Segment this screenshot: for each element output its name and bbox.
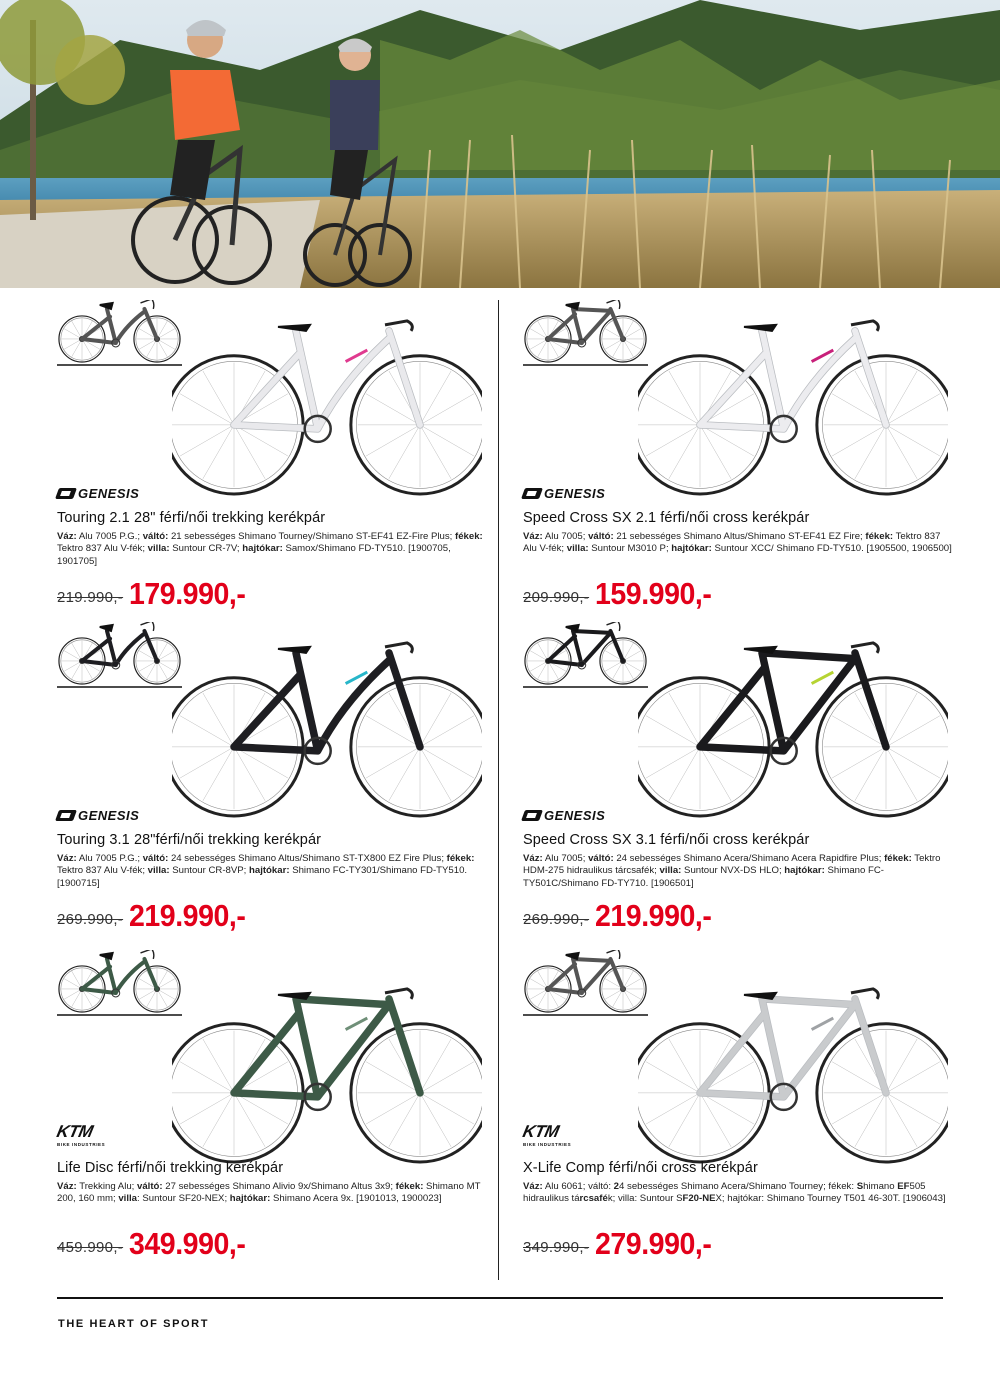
ktm-logo [523,1124,583,1148]
product-specs [523,1181,953,1206]
product-card[interactable] [523,300,973,620]
bike-thumbnail [523,300,648,366]
spec-label: villa: [659,865,682,877]
footer-divider [57,1297,943,1299]
spec-value: X; hajtókar: Shimano Tourney T501 46-30T. [1906043] [715,1193,946,1205]
product-specs [57,1181,487,1206]
spec-label: váltó: [142,531,169,542]
bike-thumbnail [523,950,648,1016]
spec-label: hajtókar: [784,865,825,877]
spec-value: 27 sebességes Shimano Alivio 9x/Shimano Altus 3x9; [162,1181,396,1192]
bike-image [172,626,482,818]
product-title[interactable]: Life Disc férfi/női trekking kerékpár [57,1160,284,1176]
spec-label: fékek: [884,853,912,864]
hero-scene [0,0,1000,288]
product-specs [523,853,953,890]
hero-photo [0,0,1000,288]
genesis-logo [523,486,605,500]
spec-label: villa: [147,543,170,555]
spec-value: himano [863,1181,898,1192]
bike-image [638,304,948,496]
product-title[interactable]: Touring 2.1 28" férfi/női trekking kerékpár [57,510,326,526]
old-price: 219.990,- [57,589,124,606]
spec-value: k; villa: Suntour S [607,1193,683,1205]
spec-value: Tektro 837 Alu V-fék; [57,543,148,555]
genesis-logo [57,486,139,500]
spec-label: fékek: [395,1181,424,1192]
spec-label: váltó: [588,531,614,542]
brand-name: KTM [521,1122,561,1141]
product-card[interactable] [523,622,973,942]
sale-price: 219.990,- [129,898,246,933]
brand-subtitle: BIKE INDUSTRIES [57,1142,106,1147]
spec-label: Váz: [523,531,543,542]
product-title[interactable]: Speed Cross SX 3.1 férfi/női cross kerékpár [523,832,810,848]
old-price: 349.990,- [523,1239,590,1256]
spec-value: Shimano MT 200, 160 mm; [57,1181,481,1205]
spec-value: Alu 7005 P.G.; [76,853,143,864]
spec-label: hajtókar: [249,865,290,877]
bike-thumbnail [57,950,182,1016]
spec-label: fékek: [446,853,475,864]
spec-label: Váz: [57,1181,77,1192]
bike-image [172,304,482,496]
spec-label: villa: [566,543,589,555]
spec-value: Tektro 837 Alu V-fék; [523,531,941,555]
genesis-g-icon [521,810,543,821]
product-title[interactable]: Touring 3.1 28"férfi/női trekking kerékpár [57,832,322,848]
product-title[interactable]: X-Life Comp férfi/női cross kerékpár [523,1160,758,1176]
spec-value: : Suntour SF20-NEX; [137,1193,230,1205]
bike-image [638,972,948,1164]
spec-label: Váz: [523,853,543,864]
spec-value: 24 sebességes Shimano Acera/Shimano Acera Rapidfire Plus; [613,853,885,864]
spec-label: hajtókar: [242,543,283,555]
spec-value: Tektro 837 Alu V-fék; [57,865,148,877]
ktm-logo [57,1124,117,1148]
genesis-g-icon [521,488,543,499]
brand-name: GENESIS [78,485,140,501]
spec-value: Shimano FC-TY501C/Shimano FD-TY710. [1906501] [523,865,884,889]
sale-price: 179.990,- [129,576,246,611]
spec-value: Shimano Acera 9x. [1901013, 1900023] [270,1193,442,1205]
old-price: 269.990,- [57,911,124,928]
product-card[interactable] [57,950,507,1270]
footer-slogan: THE HEART OF SPORT [58,1318,210,1330]
spec-label: Váz: [57,853,77,864]
product-card[interactable] [57,300,507,620]
spec-value: Suntour CR-7V; [169,543,243,555]
spec-value: 24 sebességes Shimano Altus/Shimano ST-TX800 EZ Fire Plus; [168,853,447,864]
spec-value: Alu 7005 P.G.; [76,531,143,542]
spec-value: 21 sebességes Shimano Altus/Shimano ST-EF41 EZ Fire; [613,531,866,542]
spec-value: Suntour M3010 P; [588,543,672,555]
spec-label: váltó: [137,1181,163,1192]
spec-value: Shimano FC-TY301/Shimano FD-TY510. [1900715] [57,865,468,889]
genesis-g-icon [55,810,77,821]
spec-label: villa [118,1193,137,1205]
spec-label: F20-NE [682,1193,716,1205]
bike-thumbnail [523,622,648,688]
spec-label: Váz: [523,1181,543,1192]
brand-subtitle: BIKE INDUSTRIES [523,1142,572,1147]
spec-value: Tektro HDM-275 hidraulikus tárcsafék; [523,853,941,877]
brand-name: GENESIS [544,807,606,823]
spec-label: fékek: [455,531,483,542]
spec-label: fékek: [865,531,894,542]
bike-image [638,626,948,818]
spec-value: Samox/Shimano FD-TY510. [1900705, 1901705] [57,543,451,567]
sale-price: 349.990,- [129,1226,246,1261]
spec-value: Suntour CR-8VP; [169,865,249,877]
brand-name: GENESIS [78,807,140,823]
bike-image [172,972,482,1164]
spec-value: Alu 6061; váltó: [542,1181,614,1192]
spec-label: hajtókar: [229,1193,271,1205]
spec-value: 4 sebességes Shimano Acera/Shimano Tourney; fékek: [619,1181,857,1192]
old-price: 269.990,- [523,911,590,928]
bike-thumbnail [57,300,182,366]
spec-label: váltó: [588,853,614,864]
brand-name: KTM [55,1122,95,1141]
spec-label: hajtókar: [671,543,712,555]
genesis-logo [523,808,605,822]
old-price: 459.990,- [57,1239,124,1256]
spec-value: Trekking Alu; [76,1181,137,1192]
product-specs [57,531,487,568]
spec-label: 2 [613,1181,620,1192]
product-card[interactable] [57,622,507,942]
spec-value: Alu 7005; [542,853,589,864]
sale-price: 159.990,- [595,576,712,611]
sale-price: 219.990,- [595,898,712,933]
spec-label: Váz: [57,531,77,542]
spec-value: 505 hidraulikus tá [523,1181,926,1205]
product-card[interactable] [523,950,973,1270]
product-specs [57,853,487,890]
spec-label: váltó: [142,853,169,864]
genesis-logo [57,808,139,822]
spec-value: Suntour NVX-DS HLO; [681,865,785,877]
sale-price: 279.990,- [595,1226,712,1261]
spec-label: S [856,1181,864,1192]
spec-value: 21 sebességes Shimano Tourney/Shimano ST-EF41 EZ-Fire Plus; [168,531,456,542]
spec-label: villa: [147,865,170,877]
product-specs [523,531,953,556]
spec-value: Alu 7005; [542,531,589,542]
bike-thumbnail [57,622,182,688]
product-title[interactable]: Speed Cross SX 2.1 férfi/női cross kerékpár [523,510,810,526]
spec-label: EF [897,1181,910,1192]
spec-value: Suntour XCC/ Shimano FD-TY510. [1905500, 1906500] [711,543,952,555]
spec-label: rcsafé [579,1193,608,1205]
old-price: 209.990,- [523,589,590,606]
genesis-g-icon [55,488,77,499]
brand-name: GENESIS [544,485,606,501]
